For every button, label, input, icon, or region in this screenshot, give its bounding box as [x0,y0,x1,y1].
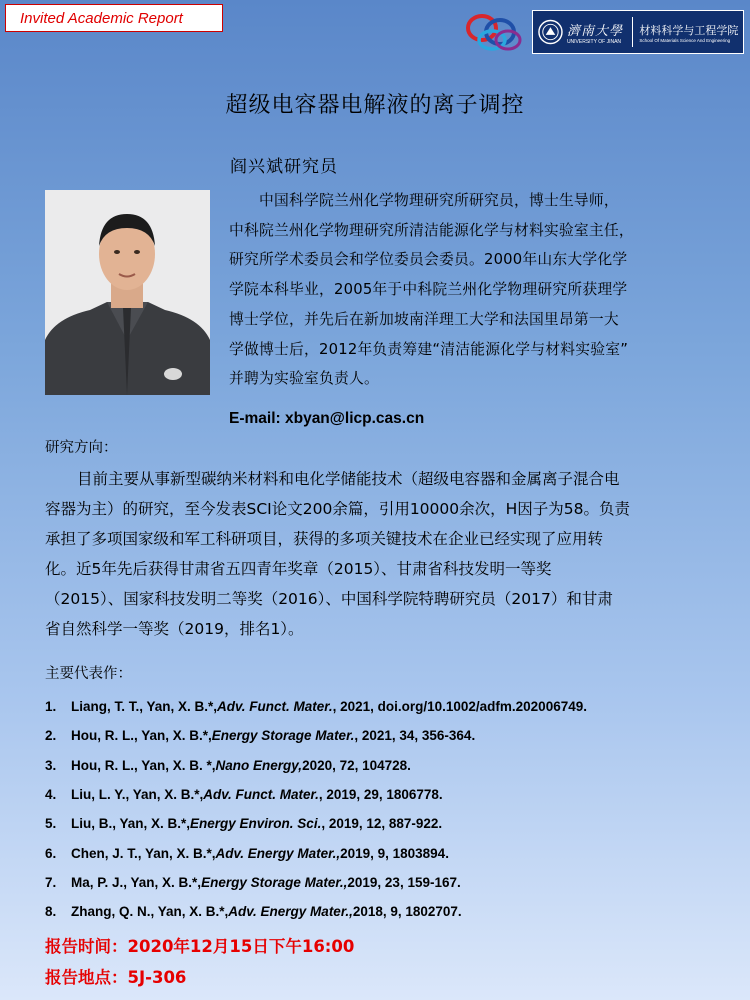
research-description [45,464,735,644]
university-name-en: UNIVERSITY OF JINAN [566,38,622,45]
research-line: 目前主要从事新型碳纳米材料和电化学储能技术（超级电容器和金属离子混合电 [77,470,620,488]
speaker-portrait [45,190,210,395]
research-line: 化。近5年先后获得甘肃省五四青年奖章（2015）、甘肃省科技发明一等奖 [45,560,552,578]
research-line: （2015）、国家科技发明二等奖（2016）、中国科学院特聘研究员（2017）和甘肃 [45,590,613,608]
bio-line: 博士学位，并先后在新加坡南洋理工大学和法国里昂第一大 [229,310,619,328]
publication-list [45,692,735,926]
university-name-cn: 濟南大學 [566,23,623,39]
research-line: 省自然科学一等奖（2019，排名1）。 [45,620,304,638]
invited-report-badge [5,4,223,32]
publications-heading: 主要代表作： [45,666,132,682]
publication-item: 6. Chen, J. T., Yan, X. B.*, Adv. Energy Mater., 2019, 9, 1803894. [45,845,449,861]
research-line: 承担了多项国家级和军工科研项目，获得的多项关键技术在企业已经实现了应用转 [45,530,604,548]
bio-line: 中科院兰州化学物理研究所清洁能源化学与材料实验室主任， [229,221,634,239]
college-name-cn: 材料科学与工程学院 [639,23,739,37]
college-name-en: School Of Materials Science And Engineering [639,37,731,43]
speaker-email: E-mail: xbyan@licp.cas.cn [229,410,425,427]
bio-line: 学做博士后，2012年负责筹建“清洁能源化学与材料实验室” [229,340,629,358]
olympic-style-rings-icon [462,10,526,54]
bio-line: 学院本科毕业，2005年于中科院兰州化学物理研究所获理学 [229,281,628,299]
publication-item: 3. Hou, R. L., Yan, X. B. *, Nano Energy, 2020, 72, 104728. [45,757,411,773]
publication-item: 1. Liang, T. T., Yan, X. B.*, Adv. Funct. Mater. , 2021, doi.org/10.1002/adfm.202006749. [45,699,587,715]
publication-item: 5. Liu, B., Yan, X. B.*, Energy Environ. Sci. , 2019, 12, 887-922. [45,816,443,832]
logo-divider [632,17,633,47]
report-title: 超级电容器电解液的离子调控 [225,93,525,118]
speaker-bio [229,186,729,394]
badge-text: Invited Academic Report [20,9,183,27]
bio-line: 研究所学术委员会和学位委员会委员。2000年山东大学化学 [229,251,628,269]
speaker-name: 阎兴斌研究员 [230,157,338,177]
publication-item: 8. Zhang, Q. N., Yan, X. B.*, Adv. Energy Mater., 2018, 9, 1802707. [45,904,462,920]
report-location: 报告地点：5J-306 [45,968,187,987]
publication-item: 2. Hou, R. L., Yan, X. B.*, Energy Storage Mater. , 2021, 34, 356-364. [45,728,476,744]
report-time: 报告时间：2020年12月15日下午16:00 [45,937,355,956]
publication-item: 4. Liu, L. Y., Yan, X. B.*, Adv. Funct. Mater. , 2019, 29, 1806778. [45,787,443,803]
research-heading: 研究方向： [45,440,118,456]
bio-line: 并聘为实验室负责人。 [229,370,379,388]
bio-line: 中国科学院兰州化学物理研究所研究员，博士生导师， [259,192,619,209]
university-seal-icon [538,19,563,45]
research-line: 容器为主）的研究，至今发表SCI论文200余篇，引用10000余次，H因子为58。负责 [45,500,631,518]
publication-item: 7. Ma, P. J., Yan, X. B.*, Energy Storage Mater., 2019, 23, 159-167. [45,874,461,890]
university-logo [532,10,744,54]
